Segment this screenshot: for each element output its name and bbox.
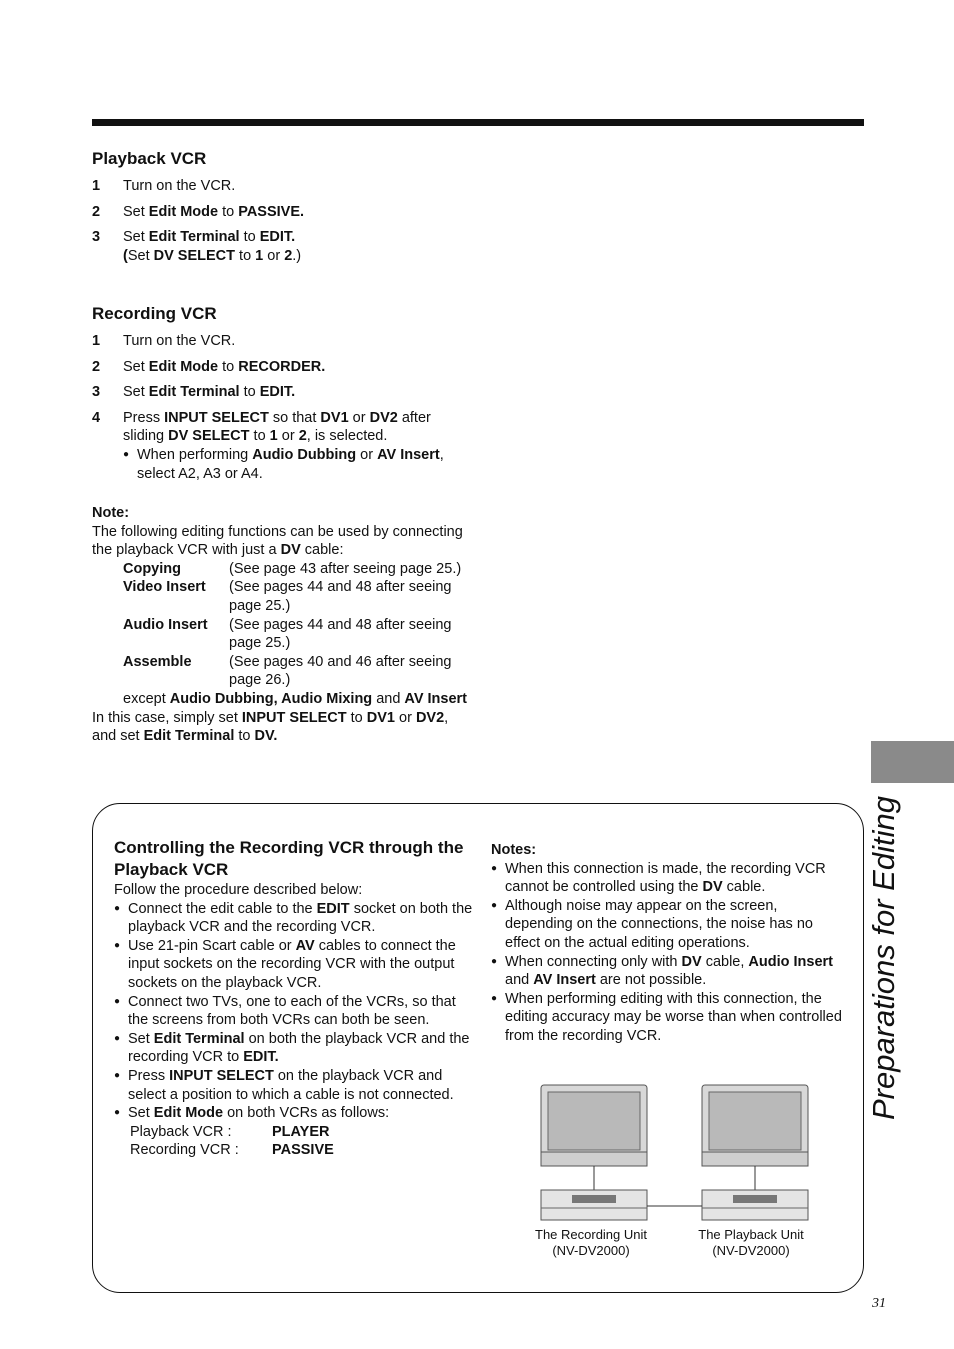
feature-name: Audio Insert (123, 616, 208, 633)
box-note: ● When performing editing with this connection, the editing accuracy may be worse than when controlled from the recording VCR. (491, 990, 843, 1046)
step-text: Turn on the VCR. (123, 333, 236, 349)
playback-unit-label: The Playback Unit (NV-DV2000) (698, 1227, 804, 1258)
box-intro: Follow the procedure described below: (114, 882, 363, 898)
feature-desc: (See pages 40 and 46 after seeing page 26.) (229, 653, 452, 689)
feature-row (123, 616, 472, 653)
recording-step-4 (92, 409, 472, 483)
feature-row (123, 578, 472, 615)
top-rule (92, 119, 864, 126)
step-number: 4 (92, 409, 101, 426)
feature-name: Assemble (123, 653, 192, 670)
playback-section (92, 148, 472, 265)
playback-title: Playback VCR (92, 149, 207, 168)
step-text: Set Edit Mode to RECORDER. (123, 358, 326, 375)
step-number: 1 (92, 333, 101, 349)
recording-vcr-illustration (541, 1190, 647, 1220)
box-bullet: ● Set Edit Mode on both VCRs as follows: (114, 1104, 474, 1123)
note-section (92, 504, 472, 746)
side-title: Preparations for Editing (866, 796, 901, 1120)
box-right (491, 841, 843, 1046)
feature-desc: (See pages 44 and 48 after seeing page 25.) (229, 616, 452, 652)
mode-label: Playback VCR : (130, 1123, 232, 1140)
step-bullet: ● When performing Audio Dubbing or AV Insert, select A2, A3 or A4. (123, 446, 472, 483)
mode-row (114, 1123, 474, 1142)
box-modes (114, 1123, 474, 1160)
recording-step-2 (92, 358, 472, 377)
box-title: Controlling the Recording VCR through the Playback VCR (114, 838, 464, 879)
step-number: 2 (92, 358, 101, 375)
feature-row (123, 560, 472, 579)
page-number: 31 (872, 1296, 886, 1311)
step-number: 3 (92, 229, 101, 246)
recording-steps (92, 332, 472, 483)
mode-row (114, 1141, 474, 1160)
playback-steps (92, 177, 472, 265)
box-left (114, 837, 474, 1160)
step-text: Press INPUT SELECT so that DV1 or DV2 after sliding DV SELECT to 1 or 2, is selected. ● When performing Audio Dubbing or AV Insert, select A2, A3 or A4. (123, 409, 472, 483)
box-bullet: ● Press INPUT SELECT on the playback VCR and select a position to which a cable is not connected. (114, 1067, 474, 1104)
mode-value: PLAYER (272, 1123, 330, 1140)
note-features (92, 560, 472, 690)
step-text: Set Edit Terminal to EDIT. (Set DV SELECT to 1 or 2.) (123, 229, 302, 264)
box-notes (491, 860, 843, 1046)
note-outro: In this case, simply set INPUT SELECT to DV1 or DV2, and set Edit Terminal to DV. (92, 709, 449, 745)
notes-heading: Notes: (491, 842, 537, 858)
box-bullet: ● Set Edit Terminal on both the playback VCR and the recording VCR to EDIT. (114, 1030, 474, 1067)
box-bullets (114, 900, 474, 1123)
feature-name: Copying (123, 560, 181, 577)
step-number: 1 (92, 178, 101, 194)
recording-step-1 (92, 332, 472, 351)
section-tab (871, 741, 954, 783)
playback-step-2 (92, 203, 472, 222)
mode-value: PASSIVE (272, 1142, 334, 1159)
box-note: ● When connecting only with DV cable, Audio Insert and AV Insert are not possible. (491, 953, 843, 990)
box-note: ● Although noise may appear on the screen, depending on the connections, the noise has no effect on the actual editing operations. (491, 897, 843, 953)
step-number: 3 (92, 384, 101, 401)
playback-tv-illustration (702, 1085, 808, 1166)
playback-vcr-illustration (702, 1190, 808, 1220)
box-bullet: ● Connect two TVs, one to each of the VCRs, so that the screens from both VCRs can both be seen. (114, 993, 474, 1030)
playback-step-3 (92, 228, 472, 265)
playback-step-1 (92, 177, 472, 196)
step-text: Set Edit Mode to PASSIVE. (123, 203, 305, 220)
step-text: Turn on the VCR. (123, 178, 236, 194)
feature-desc: (See page 43 after seeing page 25.) (229, 560, 462, 577)
box-bullet: ● Use 21-pin Scart cable or AV cables to connect the input sockets on the recording VCR with the output sockets on the playback VCR. (114, 937, 474, 993)
vcr-connection-illustration (530, 1080, 830, 1230)
feature-desc: (See pages 44 and 48 after seeing page 25.) (229, 579, 452, 614)
mode-label: Recording VCR : (130, 1142, 239, 1159)
feature-row (123, 653, 472, 690)
recording-step-3 (92, 383, 472, 402)
step-number: 2 (92, 203, 101, 220)
note-intro: The following editing functions can be used by connecting the playback VCR with just a DV cable: (92, 523, 463, 559)
recording-unit-label: The Recording Unit (NV-DV2000) (535, 1227, 647, 1258)
box-bullet: ● Connect the edit cable to the EDIT socket on both the playback VCR and the recording VCR. (114, 900, 474, 937)
recording-section (92, 303, 472, 483)
note-except: except Audio Dubbing, Audio Mixing and AV Insert (123, 690, 468, 707)
recording-title: Recording VCR (92, 304, 217, 323)
note-heading: Note: (92, 505, 130, 521)
step-text: Set Edit Terminal to EDIT. (123, 384, 296, 401)
box-note: ● When this connection is made, the recording VCR cannot be controlled using the DV cable. (491, 860, 843, 897)
recording-tv-illustration (541, 1085, 647, 1166)
feature-name: Video Insert (123, 579, 206, 596)
